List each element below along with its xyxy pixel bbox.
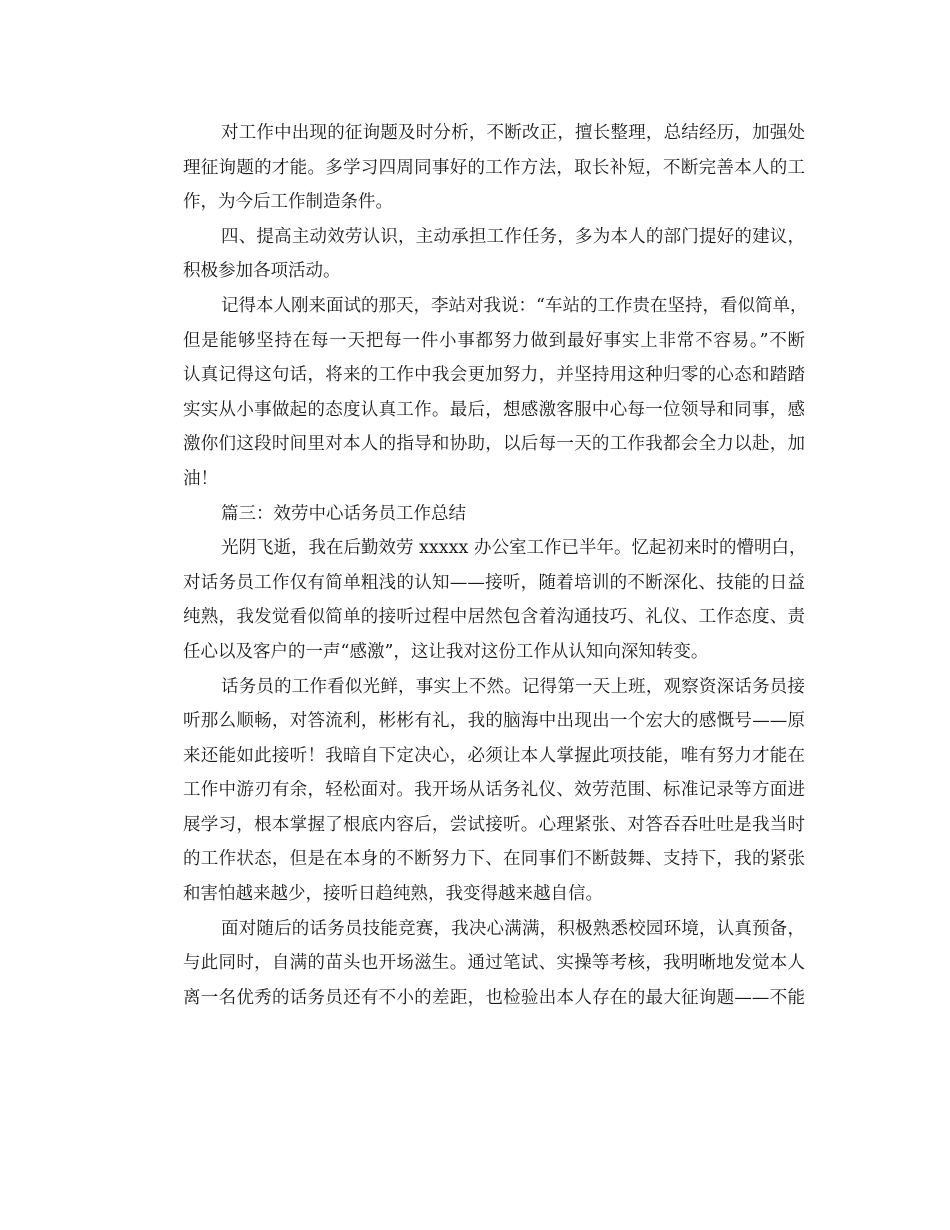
paragraph-2 <box>145 220 805 289</box>
text-line: 离一名优秀的话务员还有不小的差距，也检验出本人存在的最大征询题——不能 <box>183 987 805 1008</box>
text-line: 对工作中出现的征询题及时分析，不断改正，擅长整理，总结经历，加强处 <box>221 123 805 143</box>
section-title: 篇三：效劳中心话务员工作总结 <box>221 503 466 524</box>
text-line: 实实从小事做起的态度认真工作。最后，想感激客服中心每一位领导和同事，感 <box>183 399 805 420</box>
paragraph-1 <box>145 116 805 220</box>
text-line: 理征询题的才能。多学习四周同事好的工作方法，取长补短，不断完善本人的工 <box>183 157 805 178</box>
text-line: 的工作状态，但是在本身的不断努力下、在同事们不断鼓舞、支持下，我的紧张 <box>183 849 805 870</box>
text-line: 认真记得这句话，将来的工作中我会更加努力，并坚持用这种归零的心态和踏踏 <box>183 365 805 386</box>
text-line: 任心以及客户的一声“感激”，这让我对这份工作从认知向深知转变。 <box>183 641 709 662</box>
paragraph-3 <box>145 289 808 497</box>
text-line: 但是能够坚持在每一天把每一件小事都努力做到最好事实上非常不容易。”不断 <box>183 330 805 351</box>
text-line: 纯熟，我发觉看似简单的接听过程中居然包含着沟通技巧、礼仪、工作态度、责 <box>183 607 805 628</box>
text-line: 听那么顺畅，对答流利，彬彬有礼，我的脑海中出现出一个宏大的感慨号——原 <box>183 711 805 732</box>
text-line: 光阴飞逝，我在后勤效劳 xxxxx 办公室工作已半年。忆起初来时的懵明白， <box>221 538 807 559</box>
text-line: 油！ <box>183 468 218 489</box>
text-line: 与此同时，自满的苗头也开场滋生。通过笔试、实操等考核，我明晰地发觉本人 <box>183 953 805 974</box>
section-heading <box>145 497 805 532</box>
text-line: 面对随后的话务员技能竞赛，我决心满满，积极熟悉校园环境，认真预备， <box>221 918 805 939</box>
text-line: 四、提高主动效劳认识，主动承担工作任务，多为本人的部门提好的建议， <box>221 226 805 247</box>
text-line: 记得本人刚来面试的那天，李站对我说：“车站的工作贵在坚持，看似简单， <box>221 295 808 316</box>
text-line: 作，为今后工作制造条件。 <box>183 192 393 213</box>
text-line: 和害怕越来越少，接听日趋纯熟，我变得越来越自信。 <box>183 884 603 905</box>
document-body <box>145 116 808 1015</box>
text-line: 激你们这段时间里对本人的指导和协助，以后每一天的工作我都会全力以赴，加 <box>183 434 805 455</box>
paragraph-7 <box>145 912 805 1016</box>
paragraph-6 <box>145 670 805 912</box>
text-line: 话务员的工作看似光鲜，事实上不然。记得第一天上班，观察资深话务员接 <box>221 676 805 697</box>
text-line: 工作中游刃有余，轻松面对。我开场从话务礼仪、效劳范围、标准记录等方面进 <box>183 780 805 801</box>
paragraph-5 <box>145 531 805 669</box>
text-line: 对话务员工作仅有简单粗浅的认知——接听，随着培训的不断深化、技能的日益 <box>183 572 805 593</box>
text-line: 来还能如此接听！我暗自下定决心，必须让本人掌握此项技能，唯有努力才能在 <box>183 745 805 766</box>
text-line: 积极参加各项活动。 <box>183 261 341 282</box>
text-line: 展学习，根本掌握了根底内容后，尝试接听。心理紧张、对答吞吞吐吐是我当时 <box>183 814 805 835</box>
